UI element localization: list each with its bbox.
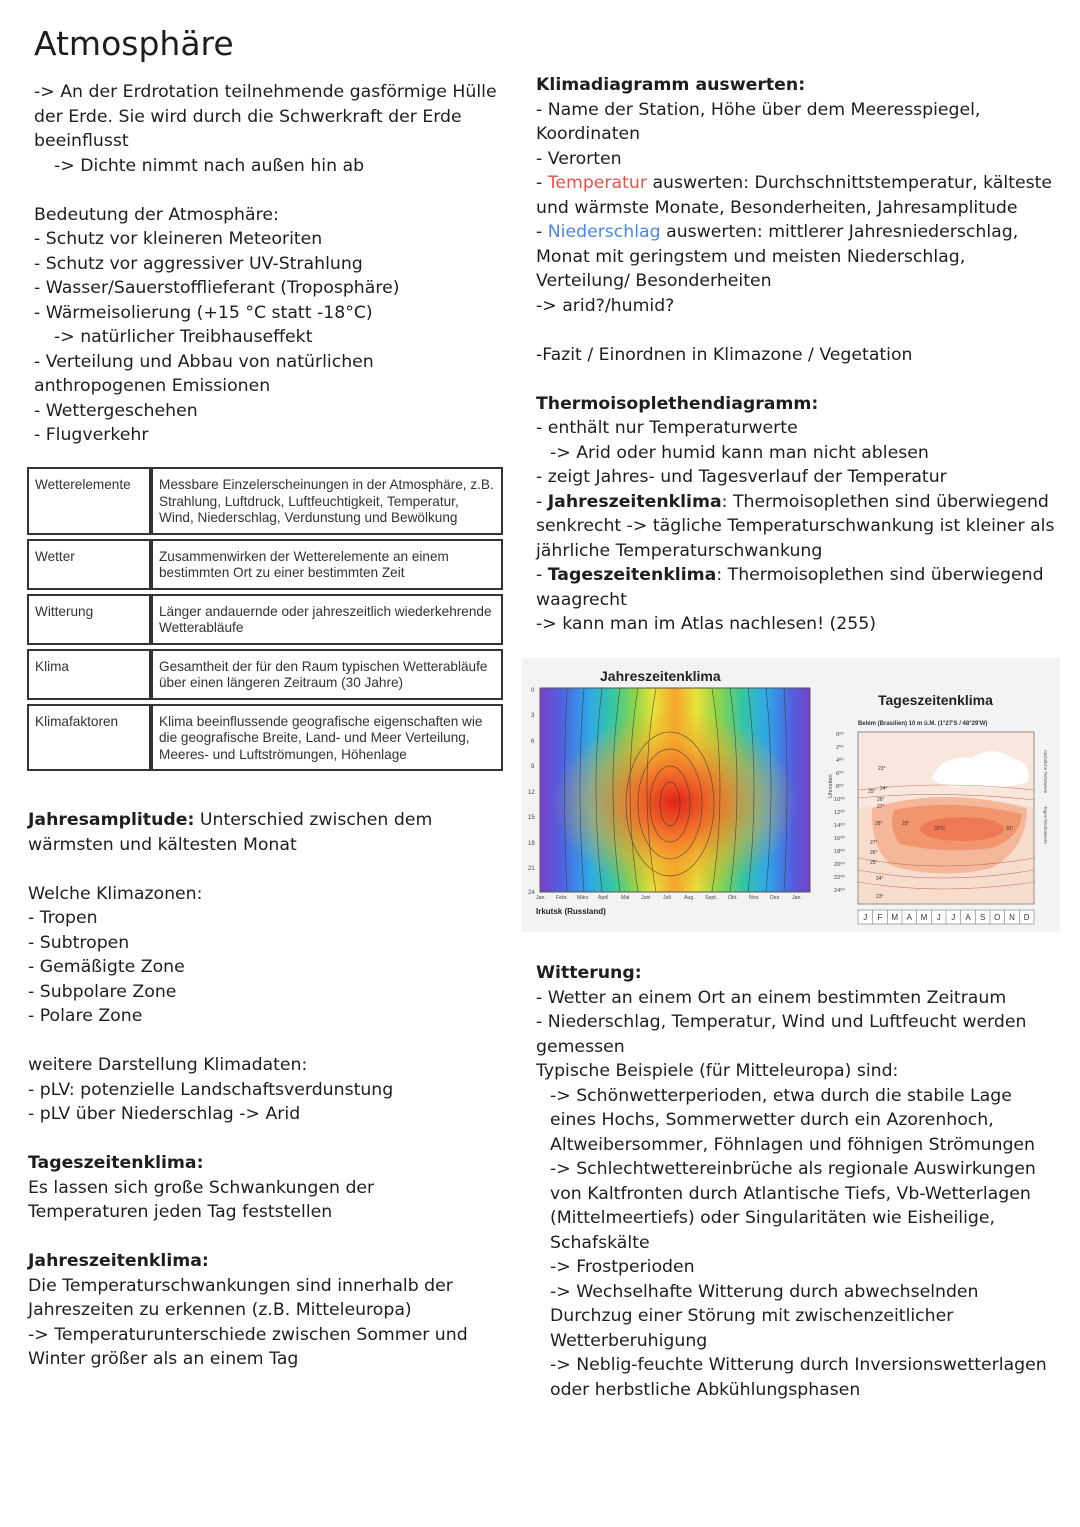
right-column-bottom xyxy=(536,961,1056,1402)
list-item: Typische Beispiele (für Mitteleuropa) sind: xyxy=(536,1061,899,1081)
month-label: Juli xyxy=(663,895,671,901)
month-label: S xyxy=(980,913,986,922)
table-row xyxy=(27,704,503,772)
left-column-top xyxy=(34,80,504,448)
list-item: - Niederschlag, Temperatur, Wind und Luftfeucht werden gemessen xyxy=(536,1012,1027,1057)
list-item: - pLV: potenzielle Landschaftsverdunstung xyxy=(28,1079,394,1100)
month-label: Sept. xyxy=(705,895,718,901)
list-item: -> kann man im Atlas nachlesen! (255) xyxy=(536,614,876,634)
tageszeitenklima-description: : Thermoisoplethen sind überwiegend waagrecht xyxy=(536,565,1044,610)
weitere-heading: weitere Darstellung Klimadaten: xyxy=(28,1055,308,1075)
isotherm-label: 30°C xyxy=(934,826,946,832)
list-item: - Tropen xyxy=(28,908,98,928)
side-label: nächtliche Tiefstwerte xyxy=(1043,750,1048,794)
hour-label: 20⁰⁰ xyxy=(834,862,845,868)
isotherm-label: 25° xyxy=(870,860,878,866)
jahreszeitenklima-keyword: Jahreszeitenklima xyxy=(547,491,722,512)
isotherm-label: 24° xyxy=(880,786,888,792)
isotherm-label: 24° xyxy=(876,876,884,882)
hour-label: 22⁰⁰ xyxy=(834,875,845,881)
hour-label: 15 xyxy=(528,815,535,821)
list-item: -> Schlechtwettereinbrüche als regionale Auswirkungen von Kaltfronten durch Atlantische Tiefs, Vb-Wetterlagen (Mittelmeertiefs) oder Singularitäten wie Eisheilige, Schafskälte xyxy=(550,1159,1036,1253)
definitions-table xyxy=(27,467,503,771)
hour-label: 12⁰⁰ xyxy=(834,810,845,816)
isotherm-label: 26° xyxy=(870,850,878,856)
hour-label: 14⁰⁰ xyxy=(834,823,845,829)
thermo-heading: Thermoisoplethendiagramm: xyxy=(536,393,819,414)
list-item: - Wärmeisolierung (+15 °C statt -18°C) xyxy=(34,302,373,323)
hour-label: 4⁰⁰ xyxy=(836,758,844,764)
right-column-top xyxy=(536,73,1056,637)
hour-label: 21 xyxy=(528,866,535,872)
jahresamplitude-text xyxy=(28,808,468,857)
month-label: Nov. xyxy=(749,895,760,901)
hour-label: 0⁰⁰ xyxy=(836,732,844,738)
right-diagram-title: Tageszeitenklima xyxy=(878,692,993,708)
list-item: - Gemäßigte Zone xyxy=(28,957,185,977)
isotherm-label: 27° xyxy=(870,840,878,846)
thermoisopleth-figure xyxy=(522,658,1060,932)
left-diagram-title: Jahreszeitenklima xyxy=(600,668,721,684)
table-term: Klimafaktoren xyxy=(27,704,151,772)
isotherm-label: 26° xyxy=(877,797,885,803)
month-label: M xyxy=(891,913,899,922)
hour-label: 24⁰⁰ xyxy=(834,888,845,894)
dash: - xyxy=(536,491,548,512)
month-label: J xyxy=(936,913,941,922)
list-item: - pLV über Niederschlag -> Arid xyxy=(28,1104,301,1124)
hour-label: 8⁰⁰ xyxy=(836,784,844,790)
side-label: Tages-höchstwerte xyxy=(1043,806,1048,844)
hour-label: 24 xyxy=(528,890,535,896)
intro-text: -> An der Erdrotation teilnehmende gasförmige Hülle der Erde. Sie wird durch die Schwerkraft der Erde beeinflusst xyxy=(34,82,497,151)
list-item: - Subtropen xyxy=(28,932,130,953)
table-term: Wetter xyxy=(27,539,151,590)
dash: - xyxy=(536,565,548,585)
isotherm-label: 25° xyxy=(868,789,876,795)
month-label: A xyxy=(965,913,971,922)
month-label: Febr. xyxy=(556,895,568,901)
isotherm-label: 29° xyxy=(902,821,910,827)
table-term: Wetterelemente xyxy=(27,467,151,535)
list-item xyxy=(536,220,1056,294)
isotherm-label: 23° xyxy=(876,894,884,900)
list-item: - Flugverkehr xyxy=(34,425,149,445)
isotherm-label: 31° xyxy=(1006,826,1014,832)
month-label: Jan. xyxy=(792,895,802,901)
table-definition: Zusammenwirken der Wetterelemente an einem bestimmten Ort zu einer bestimmten Zeit xyxy=(151,539,503,590)
list-item: -> Wechselhafte Witterung durch abwechselnden Durchzug einer Störung mit zwischenzeitlicher Wetterberuhigung xyxy=(550,1281,979,1351)
list-item: - Verorten xyxy=(536,148,622,169)
list-item: - Wetter an einem Ort an einem bestimmten Zeitraum xyxy=(536,987,1007,1008)
page-title: Atmosphäre xyxy=(34,24,234,63)
hour-label: 0 xyxy=(531,688,535,694)
right-station-label: Belém (Brasilien) 10 m ü.M. (1°27'S / 48°29'W) xyxy=(858,721,988,727)
isotherm-label: 28° xyxy=(875,821,883,827)
hour-label: 6⁰⁰ xyxy=(836,771,844,777)
month-label: F xyxy=(877,913,883,922)
dash: - xyxy=(536,173,548,193)
table-row xyxy=(27,539,503,590)
list-item xyxy=(536,171,1056,220)
left-column-bottom xyxy=(28,808,468,1372)
list-item: - zeigt Jahres- und Tagesverlauf der Temperatur xyxy=(536,467,947,487)
thermoisopleth-svg xyxy=(522,658,1060,932)
tageszeitenklima-keyword: Tageszeitenklima xyxy=(547,565,717,585)
temperatur-keyword: Temperatur xyxy=(547,173,647,193)
list-item: - enthält nur Temperaturwerte xyxy=(536,418,798,438)
table-term: Klima xyxy=(27,649,151,700)
month-label: Juni xyxy=(641,895,651,901)
list-item: -> Schönwetterperioden, etwa durch die stabile Lage eines Hochs, Sommerwetter durch ein Azorenhoch, Altweibersommer, Föhnlagen und föhnigen Strömungen xyxy=(550,1085,1035,1155)
month-label: O xyxy=(994,913,1001,922)
isotherm-label: 27° xyxy=(877,804,885,810)
list-item: - Schutz vor aggressiver UV-Strahlung xyxy=(34,253,363,274)
list-item: - Name der Station, Höhe über dem Meeresspiegel, Koordinaten xyxy=(536,99,981,144)
klimazonen-heading: Welche Klimazonen: xyxy=(28,883,203,904)
klimadiagramm-heading: Klimadiagramm auswerten: xyxy=(536,75,806,95)
list-item: - Wasser/Sauerstofflieferant (Troposphäre) xyxy=(34,278,400,298)
hour-label: 3 xyxy=(531,713,535,719)
jahresamplitude-label: Jahresamplitude: xyxy=(28,810,195,830)
table-row xyxy=(27,649,503,700)
left-station-label: Irkutsk (Russland) xyxy=(536,907,606,916)
month-label: Jan. xyxy=(536,895,546,901)
isotherm-label: 22° xyxy=(878,766,886,772)
list-item: - Polare Zone xyxy=(28,1006,143,1026)
list-item xyxy=(536,490,1056,564)
month-label: N xyxy=(1009,913,1015,922)
hour-label: 16⁰⁰ xyxy=(834,836,845,842)
month-labels xyxy=(536,895,802,901)
hour-label: 18⁰⁰ xyxy=(834,849,845,855)
month-label: D xyxy=(1023,913,1030,922)
intro-note: -> Dichte nimmt nach außen hin ab xyxy=(54,155,365,176)
table-definition: Gesamtheit der für den Raum typischen Wetterabläufe über einen längeren Zeitraum (30 Jahre) xyxy=(151,649,503,700)
month-label: A xyxy=(906,913,912,922)
hour-label: 10⁰⁰ xyxy=(834,797,845,803)
month-label: April xyxy=(598,895,609,901)
month-label: Dez. xyxy=(770,895,781,901)
month-boxes xyxy=(858,910,1034,924)
table-definition: Klima beeinflussende geografische eigenschaften wie die geografische Breite, Land- und Meer Verteilung, Meeres- und Luftströmungen, Höhenlage xyxy=(151,704,503,772)
month-label: Aug. xyxy=(684,895,695,901)
dash: - xyxy=(536,222,548,242)
jahresamplitude-definition: Unterschied zwischen dem wärmsten und kältesten Monat xyxy=(28,810,433,855)
list-item: - Subpolare Zone xyxy=(28,981,177,1002)
hour-labels xyxy=(834,731,845,894)
uhrzeiten-label: Uhrzeiten xyxy=(828,774,834,798)
temperatur-text: auswerten: Durchschnittstemperatur, kälteste und wärmste Monate, Besonderheiten, Jahresamplitude xyxy=(536,173,1053,218)
tageszeitenklima-heading: Tageszeitenklima: xyxy=(28,1153,204,1173)
right-plot-area xyxy=(858,732,1034,904)
jahreszeitenklima-description: : Thermoisoplethen sind überwiegend senkrecht -> tägliche Temperaturschwankung ist kleiner als jährliche Temperaturschwankung xyxy=(536,491,1055,561)
month-label: M xyxy=(920,913,928,922)
hour-label: 9 xyxy=(531,764,535,770)
fazit-text: -Fazit / Einordnen in Klimazone / Vegetation xyxy=(536,344,913,365)
list-item: -> arid?/humid? xyxy=(536,295,675,316)
list-item: -> Frostperioden xyxy=(550,1257,695,1277)
niederschlag-text: auswerten: mittlerer Jahresniederschlag, Monat mit geringstem und meisten Niederschlag, Verteilung/ Besonderheiten xyxy=(536,222,1019,291)
table-definition: Länger andauernde oder jahreszeitlich wiederkehrende Wetterabläufe xyxy=(151,594,503,645)
left-plot-area xyxy=(540,688,810,892)
niederschlag-keyword: Niederschlag xyxy=(547,222,661,242)
table-term: Witterung xyxy=(27,594,151,645)
jahreszeitenklima-heading: Jahreszeitenklima: xyxy=(28,1251,209,1271)
table-row xyxy=(27,594,503,645)
hour-label: 6 xyxy=(531,739,535,745)
hour-label: 12 xyxy=(528,790,535,796)
list-item: - Schutz vor kleineren Meteoriten xyxy=(34,229,323,249)
month-label: J xyxy=(951,913,956,922)
table-definition: Messbare Einzelerscheinungen in der Atmosphäre, z.B. Strahlung, Luftdruck, Luftfeuchtigkeit, Temperatur, Wind, Niederschlag, Verdunstung und Bewölkung xyxy=(151,467,503,535)
list-item: -> natürlicher Treibhauseffekt xyxy=(54,327,313,347)
list-item: -> Neblig-feuchte Witterung durch Inversionswetterlagen oder herbstliche Abkühlungsphasen xyxy=(550,1355,1047,1400)
jahreszeitenklima-text: Die Temperaturschwankungen sind innerhalb der Jahreszeiten zu erkennen (z.B. Mitteleuropa) xyxy=(28,1275,453,1320)
bedeutung-heading: Bedeutung der Atmosphäre: xyxy=(34,204,279,225)
month-label: Okt. xyxy=(728,895,738,901)
list-item: -> Arid oder humid kann man nicht ablesen xyxy=(550,442,929,463)
list-item: - Verteilung und Abbau von natürlichen anthropogenen Emissionen xyxy=(34,351,374,396)
hour-label: 2⁰⁰ xyxy=(836,745,844,751)
month-label: J xyxy=(863,913,868,922)
hour-label: 18 xyxy=(528,841,535,847)
list-item: - Wettergeschehen xyxy=(34,400,198,421)
table-row xyxy=(27,467,503,535)
month-label: März xyxy=(577,895,589,901)
tageszeitenklima-text: Es lassen sich große Schwankungen der Temperaturen jeden Tag feststellen xyxy=(28,1177,375,1222)
month-label: Mai xyxy=(621,895,630,901)
jahreszeitenklima-note: -> Temperaturunterschiede zwischen Sommer und Winter größer als an einem Tag xyxy=(28,1324,468,1369)
witterung-heading: Witterung: xyxy=(536,963,642,983)
list-item xyxy=(536,563,1056,612)
